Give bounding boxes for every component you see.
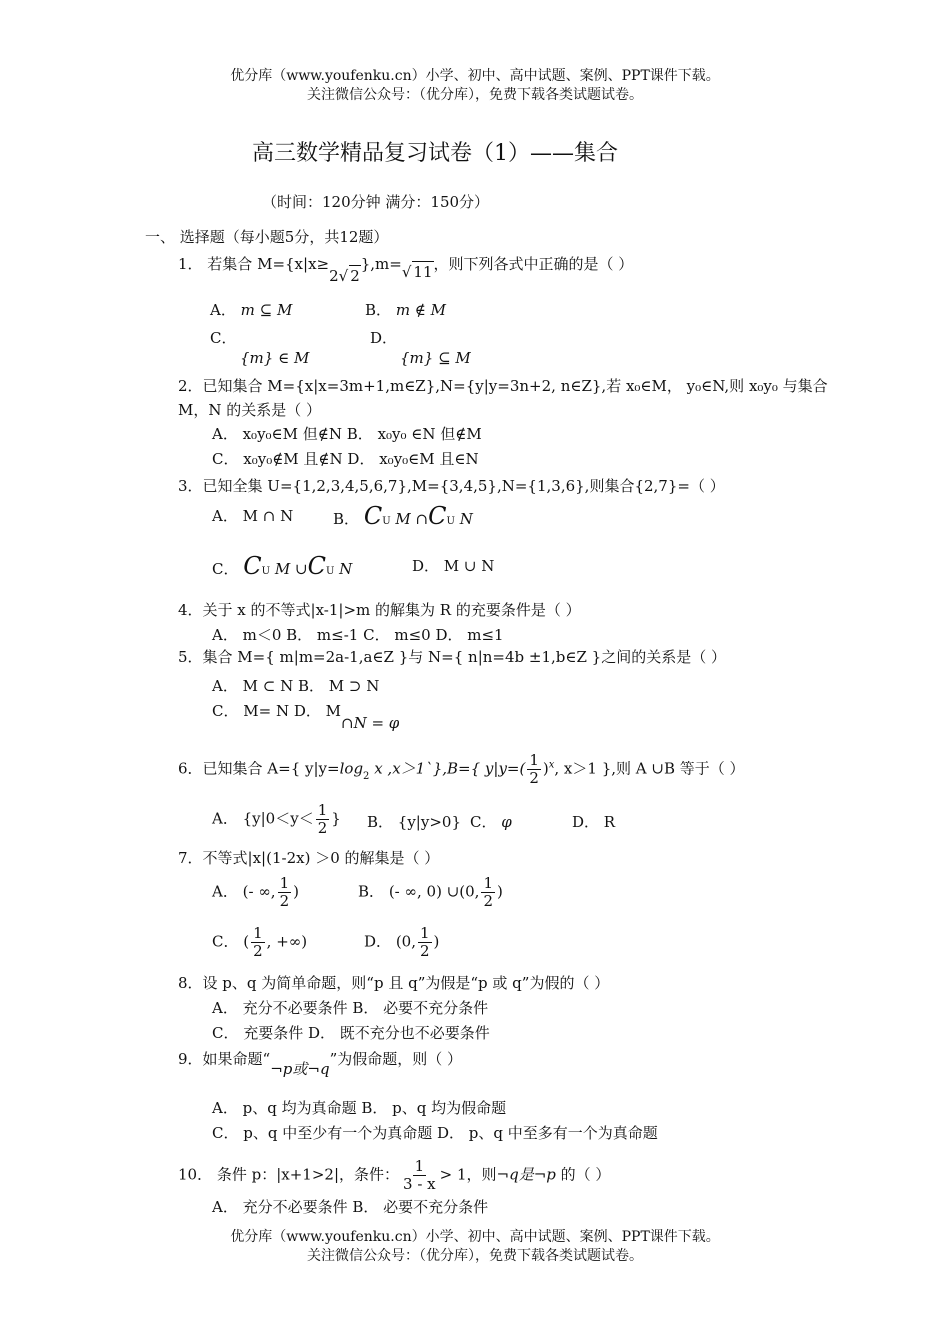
question-1-option-c: C． {m} ∈ M bbox=[210, 329, 310, 367]
watermark-bottom-line1: 优分库（www.youfenku.cn）小学、初中、高中试题、案例、PPT课件下载。 bbox=[230, 1229, 720, 1245]
question-3-stem: 3．已知全集 U={1,2,3,4,5,6,7},M={3,4,5},N={1,3,6},则集合{2,7}=（ ） bbox=[178, 477, 725, 495]
watermark-top-line2: 关注微信公众号：（优分库），免费下载各类试题试卷。 bbox=[307, 87, 643, 103]
question-7-stem: 7．不等式|x|(1-2x) ＞0 的解集是（ ） bbox=[178, 849, 440, 867]
question-3-option-b: B． CU M ∩CU N bbox=[333, 502, 473, 530]
question-8-options-cd: C． 充要条件 D． 既不充分也不必要条件 bbox=[212, 1024, 490, 1042]
watermark-top-line1: 优分库（www.youfenku.cn）小学、初中、高中试题、案例、PPT课件下载。 bbox=[230, 68, 720, 84]
question-9-options-cd: C． p、q 中至少有一个为真命题 D． p、q 中至多有一个为真命题 bbox=[212, 1124, 658, 1142]
question-2-stem-line2: M，N 的关系是（ ） bbox=[178, 401, 322, 419]
section-heading: 一、 选择题（每小题5分，共12题） bbox=[145, 228, 389, 246]
question-5-stem: 5．集合 M={ m|m=2a-1,a∈Z }与 N={ n|n=4b ±1,b∈Z }之间的关系是（ ） bbox=[178, 648, 726, 666]
question-7-option-b: B． (- ∞, 0) ∪(0, $\frac{1}{2}$ ) bbox=[358, 874, 503, 910]
question-1-stem: 1． 若集合 M={x|x≥2√ 2},m=√ 11，则下列各式中正确的是（ ） bbox=[178, 255, 634, 285]
question-6-option-b: B． {y|y>0} bbox=[367, 813, 461, 831]
question-1-option-d: D． {m} ⊆ M bbox=[370, 329, 471, 367]
watermark-bottom-line2: 关注微信公众号：（优分库），免费下载各类试题试卷。 bbox=[307, 1248, 643, 1264]
question-9-stem: 9．如果命题“¬p或¬q”为假命题，则（ ） bbox=[178, 1050, 462, 1078]
question-10-options-ab: A． 充分不必要条件 B． 必要不充分条件 bbox=[212, 1198, 489, 1216]
question-2-stem-line1: 2．已知集合 M={x|x=3m+1,m∈Z},N={y|y=3n+2, n∈Z},若 x₀∈M， y₀∈N,则 x₀y₀ 与集合 bbox=[178, 377, 828, 395]
exam-time-score: （时间：120分钟 满分：150分） bbox=[262, 193, 490, 211]
question-6-option-a: A． {y|0＜y＜ $\frac{1}{2}$ } bbox=[212, 801, 341, 837]
question-5-options-ab: A． M ⊂ N B． M ⊃ N bbox=[212, 677, 380, 695]
question-10-stem: 10． 条件 p：|x+1>2|，条件： $\frac{1}{3 - x}$ > 1，则¬q是¬p 的（ ） bbox=[178, 1157, 611, 1193]
question-8-stem: 8．设 p、q 为简单命题，则“p 且 q”为假是“p 或 q”为假的（ ） bbox=[178, 974, 610, 992]
question-9-options-ab: A． p、q 均为真命题 B． p、q 均为假命题 bbox=[212, 1099, 507, 1117]
page-title: 高三数学精品复习试卷（1）——集合 bbox=[252, 141, 618, 166]
question-4-stem: 4．关于 x 的不等式|x-1|>m 的解集为 R 的充要条件是（ ） bbox=[178, 601, 581, 619]
question-3-option-a: A． M ∩ N bbox=[212, 507, 294, 525]
question-1-option-b: B． m ∉ M bbox=[365, 301, 447, 319]
question-2-options-ab: A． x₀y₀∈M 但∉N B． x₀y₀ ∈N 但∉M bbox=[212, 425, 482, 443]
question-5-options-cd: C． M= N D． M∩N = φ bbox=[212, 702, 400, 732]
question-3-option-d: D． M ∪ N bbox=[412, 557, 495, 575]
question-6-option-d: D． R bbox=[572, 813, 616, 831]
question-6-option-c: C． φ bbox=[470, 813, 512, 831]
question-7-option-a: A． (- ∞, $\frac{1}{2}$ ) bbox=[212, 874, 299, 910]
question-1-option-a: A． m ⊆ M bbox=[210, 301, 293, 319]
question-2-options-cd: C． x₀y₀∉M 且∉N D． x₀y₀∈M 且∈N bbox=[212, 450, 479, 468]
question-6-stem: 6．已知集合 A={ $y|y=\log_2$ x ,x＞1`},B={ y|y=( $\frac{1}{2}$ )$^x$, x＞1 },则 A ∪B 等于（ ） bbox=[178, 751, 745, 787]
question-4-options: A． m＜0 B． m≤-1 C． m≤0 D． m≤1 bbox=[212, 626, 504, 644]
question-7-option-c: C． ( $\frac{1}{2}$ , +∞) bbox=[212, 924, 308, 960]
question-7-option-d: D． (0, $\frac{1}{2}$ ) bbox=[364, 924, 440, 960]
question-8-options-ab: A． 充分不必要条件 B． 必要不充分条件 bbox=[212, 999, 489, 1017]
question-3-option-c: C． CU M ∪CU N bbox=[212, 552, 353, 580]
